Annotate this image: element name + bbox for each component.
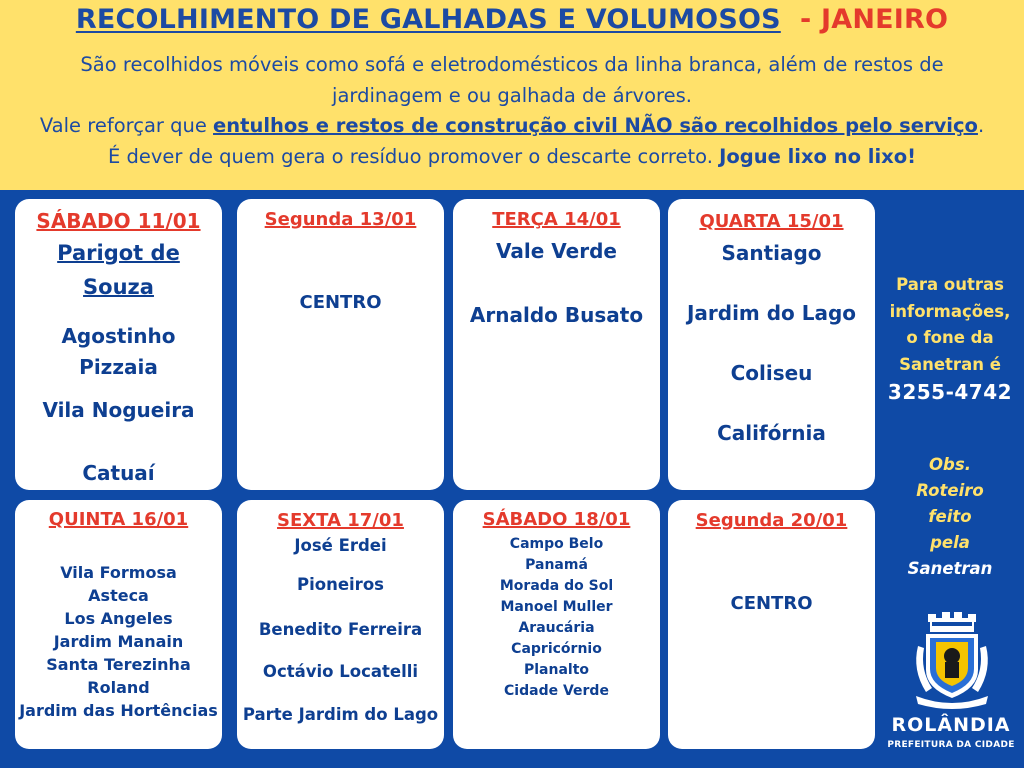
city-name: ROLÂNDIA (891, 714, 1011, 736)
title-main: RECOLHIMENTO DE GALHADAS E VOLUMOSOS (75, 4, 781, 35)
card-place: Campo Belo (509, 536, 604, 552)
card-place: Santa Terezinha (46, 655, 191, 674)
coat-of-arms-icon (912, 612, 992, 714)
card-place: CENTRO (730, 593, 813, 614)
intro-line-4-start: É dever de quem gera o resíduo promover o descarte correto. (107, 144, 720, 168)
card-place: Morada do Sol (499, 578, 614, 594)
card-place: Los Angeles (64, 609, 173, 628)
card-place: Pioneiros (297, 575, 384, 594)
card-place: Jardim das Hortências (19, 701, 218, 720)
card-place: Vale Verde (496, 239, 617, 263)
obs-line: pela (930, 533, 970, 552)
card-day: QUARTA 15/01 (699, 211, 844, 232)
info-line: o fone da (906, 328, 994, 347)
card-place: Capricórnio (511, 641, 602, 657)
card-place: Cidade Verde (504, 683, 609, 699)
card-day: SÁBADO 18/01 (482, 509, 631, 530)
card-place: CENTRO (299, 292, 382, 313)
card-place: Planalto (523, 662, 590, 678)
phone-number: 3255-4742 (887, 380, 1013, 404)
card-place: Catuaí (82, 461, 155, 485)
card-place: Benedito Ferreira (258, 620, 423, 639)
intro-line-1: São recolhidos móveis como sofá e eletrodomésticos da linha branca, além de restos de (80, 53, 944, 76)
card-place: Jardim Manain (53, 632, 184, 651)
intro-line-4 (0, 142, 1024, 173)
observation-note (880, 452, 1020, 582)
schedule-card-segunda-13 (237, 199, 444, 490)
card-place: Coliseu (730, 361, 813, 385)
intro-line-3 (0, 111, 1024, 142)
card-place: Octávio Locatelli (262, 662, 419, 681)
schedule-card-quarta-15 (668, 199, 875, 490)
intro-line-3-end: . (977, 114, 985, 137)
schedule-card-terca-14 (453, 199, 660, 490)
info-line: informações, (889, 301, 1011, 321)
card-place: Califórnia (717, 421, 826, 445)
schedule-card-sabado-18 (453, 500, 660, 749)
card-place: Asteca (88, 586, 149, 605)
card-place: Arnaldo Busato (469, 303, 644, 327)
schedule-card-sexta-17 (237, 500, 444, 749)
card-place: Roland (87, 678, 150, 697)
schedule-card-segunda-20 (668, 500, 875, 749)
card-place: Santiago (721, 241, 822, 265)
intro-line-3-start: Vale reforçar que (39, 114, 214, 137)
card-place: Parigot de (57, 241, 180, 265)
slogan: Jogue lixo no lixo! (719, 144, 917, 168)
obs-company: Sanetran (907, 559, 993, 578)
card-place: Pizzaia (79, 355, 158, 379)
intro-text (0, 50, 1024, 172)
schedule-card-sabado-11 (15, 199, 222, 490)
card-place: Souza (83, 275, 154, 299)
intro-line-2: jardinagem e ou galhada de árvores. (332, 83, 692, 107)
card-place: Vila Nogueira (42, 398, 195, 422)
card-place: Manoel Muller (500, 599, 613, 615)
warning-emphasis: entulhos e restos de construção civil NÃO são recolhidos pelo serviço (213, 114, 978, 137)
obs-line: feito (928, 507, 972, 526)
city-subtitle: PREFEITURA DA CIDADE (887, 740, 1015, 750)
card-day: QUINTA 16/01 (48, 509, 189, 530)
schedule-card-quinta-16 (15, 500, 222, 749)
card-place: José Erdei (294, 536, 387, 555)
header-banner (0, 0, 1024, 190)
title-month: - JANEIRO (799, 4, 949, 35)
info-line: Sanetran é (899, 354, 1001, 374)
card-day: Segunda 13/01 (264, 209, 417, 230)
card-day: SÁBADO 11/01 (36, 209, 201, 233)
obs-line: Obs. (929, 455, 971, 474)
card-place: Jardim do Lago (686, 301, 857, 325)
card-place: Parte Jardim do Lago (242, 705, 439, 724)
page-title (0, 4, 1024, 35)
card-place: Araucária (518, 620, 595, 636)
card-day: TERÇA 14/01 (492, 209, 621, 230)
info-line: Para outras (896, 275, 1004, 294)
card-place: Vila Formosa (60, 563, 177, 582)
card-place: Panamá (525, 557, 588, 573)
card-place: Agostinho (61, 324, 176, 348)
card-day: SEXTA 17/01 (277, 510, 404, 531)
obs-line: Roteiro (916, 481, 984, 500)
contact-info (880, 272, 1020, 378)
card-day: Segunda 20/01 (695, 510, 848, 531)
